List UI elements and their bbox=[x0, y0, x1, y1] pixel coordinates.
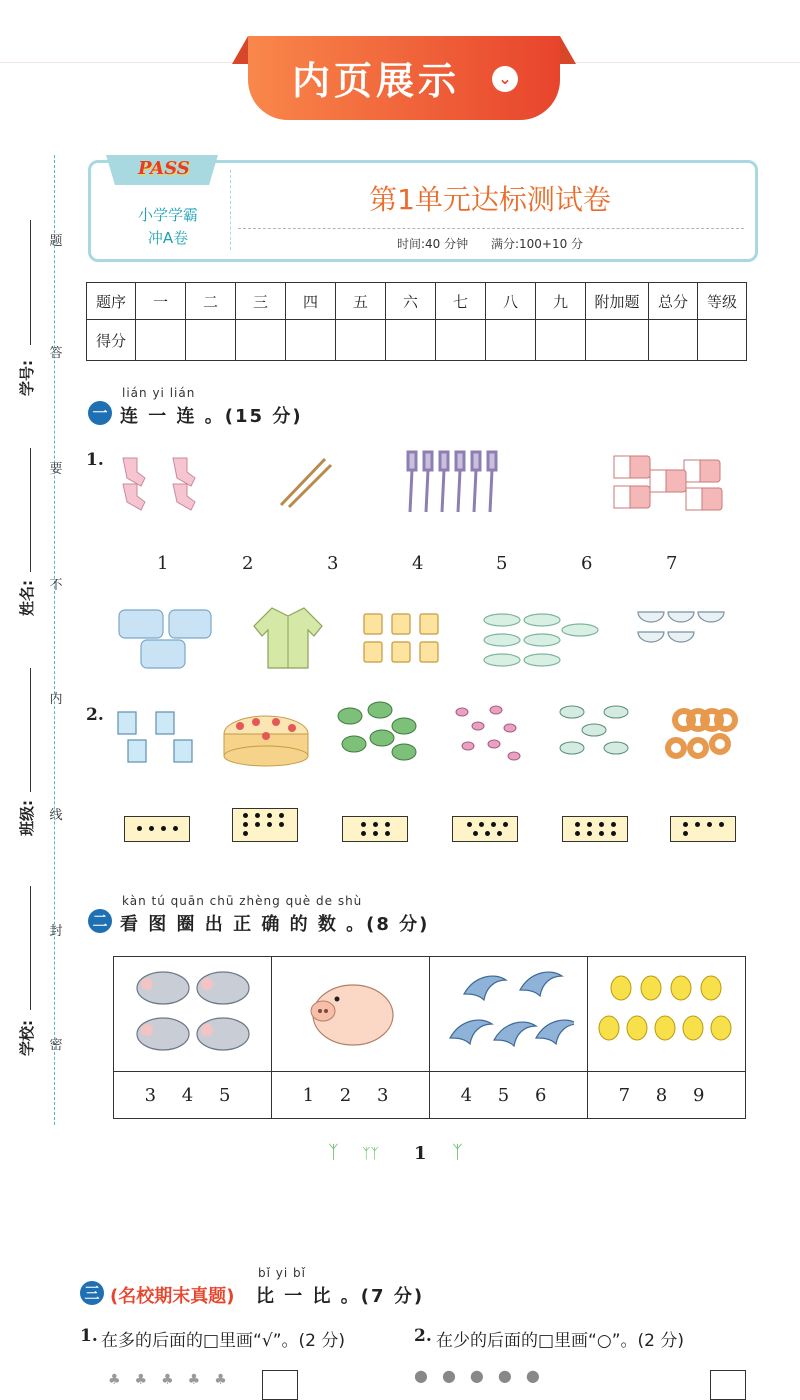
score-table bbox=[86, 282, 747, 361]
chicks-cell bbox=[588, 957, 746, 1072]
dot-card-8 bbox=[562, 816, 628, 842]
banner-ear-right bbox=[560, 36, 576, 64]
sprout-icon: ᛉ bbox=[328, 1142, 339, 1163]
pig-icon bbox=[301, 969, 401, 1055]
dolphins-cell bbox=[430, 957, 588, 1072]
brand-line2: 冲A卷 bbox=[147, 229, 189, 247]
score-row-header: 题序 bbox=[87, 283, 136, 320]
score-col: 三 bbox=[236, 283, 286, 320]
score-cell[interactable] bbox=[136, 320, 186, 361]
score-cell[interactable] bbox=[436, 320, 486, 361]
match-number: 7 bbox=[666, 553, 678, 574]
score-col: 八 bbox=[486, 283, 536, 320]
q2-label: 2. bbox=[86, 705, 104, 725]
section2-marker: 二 bbox=[88, 909, 112, 933]
dot-card-4 bbox=[124, 816, 190, 842]
seal-char: 不 bbox=[49, 578, 63, 593]
match-number: 1 bbox=[157, 553, 169, 574]
name-label: 姓名: bbox=[18, 580, 36, 616]
seal-char: 要 bbox=[49, 462, 63, 477]
score-cell[interactable] bbox=[698, 320, 747, 361]
score-cell[interactable] bbox=[286, 320, 336, 361]
bowls-icon bbox=[634, 606, 729, 652]
header-divider bbox=[230, 170, 231, 250]
banner-ear-left bbox=[232, 36, 248, 64]
choices-row bbox=[114, 1072, 746, 1119]
paper-meta: 时间:40 分钟 满分:100+10 分 bbox=[396, 237, 584, 251]
section1-pinyin: lián yi lián bbox=[122, 386, 196, 400]
bunnies-icon: ♣♣♣♣♣ bbox=[108, 1372, 241, 1388]
score-cell[interactable] bbox=[336, 320, 386, 361]
title-dash bbox=[238, 228, 744, 229]
cake-icon bbox=[220, 700, 314, 770]
score-col: 六 bbox=[386, 283, 436, 320]
score-cell[interactable] bbox=[649, 320, 698, 361]
match-number: 3 bbox=[327, 553, 339, 574]
choice-cell[interactable]: 1 2 3 bbox=[272, 1072, 430, 1119]
sprout-icon: ᛉ bbox=[452, 1142, 463, 1163]
seal-char: 线 bbox=[49, 808, 63, 823]
dot-card-5 bbox=[670, 816, 736, 842]
section2-title: 看 图 圈 出 正 确 的 数 。(8 分) bbox=[120, 914, 430, 935]
sub1-label: 1. bbox=[80, 1326, 98, 1346]
score-col: 一 bbox=[136, 283, 186, 320]
chevron-down-icon[interactable]: ⌄ bbox=[492, 66, 518, 92]
score-cell[interactable] bbox=[486, 320, 536, 361]
pandas-icon: ●●●●● bbox=[414, 1366, 554, 1385]
score-cell[interactable] bbox=[386, 320, 436, 361]
sprout-icon: ᛉᛉ bbox=[362, 1146, 379, 1162]
page-number: 1 bbox=[414, 1143, 427, 1164]
chopsticks-icon bbox=[275, 455, 335, 510]
answer-box[interactable] bbox=[710, 1370, 746, 1400]
match-number: 2 bbox=[242, 553, 254, 574]
score-col: 总分 bbox=[649, 283, 698, 320]
section3-tag: (名校期末真题) bbox=[110, 1286, 235, 1307]
score-col: 附加题 bbox=[586, 283, 649, 320]
section3-pinyin: bǐ yi bǐ bbox=[258, 1266, 306, 1280]
name-line[interactable] bbox=[30, 448, 31, 572]
binding-dash-line bbox=[54, 155, 55, 1125]
elephants-icon bbox=[131, 964, 255, 1060]
teacups-icon bbox=[556, 700, 636, 762]
section2-pinyin: kàn tú quān chū zhèng què de shù bbox=[122, 894, 363, 908]
toothbrushes-icon bbox=[404, 450, 510, 514]
score-cell[interactable] bbox=[186, 320, 236, 361]
choice-cell[interactable]: 7 8 9 bbox=[588, 1072, 746, 1119]
turtles-icon bbox=[332, 698, 422, 764]
candies-icon bbox=[448, 700, 528, 766]
dot-card-6 bbox=[342, 816, 408, 842]
brand-logo: PASS bbox=[138, 158, 190, 179]
jacket-icon bbox=[250, 604, 326, 670]
section3-title: 比 一 比 。(7 分) bbox=[256, 1286, 425, 1307]
socks-icon bbox=[115, 452, 215, 512]
score-cell[interactable] bbox=[236, 320, 286, 361]
erasers-icon bbox=[610, 452, 730, 514]
pig-cell bbox=[272, 957, 430, 1072]
dot-card-7 bbox=[452, 816, 518, 842]
cups-icon bbox=[360, 610, 450, 668]
score-col: 七 bbox=[436, 283, 486, 320]
section1-marker: 一 bbox=[88, 401, 112, 425]
answer-box[interactable] bbox=[262, 1370, 298, 1400]
score-col: 二 bbox=[186, 283, 236, 320]
elephants-cell bbox=[114, 957, 272, 1072]
score-cell[interactable] bbox=[536, 320, 586, 361]
sub2-text: 在少的后面的□里画“○”。(2 分) bbox=[436, 1331, 684, 1351]
score-cell[interactable] bbox=[586, 320, 649, 361]
school-label: 学校: bbox=[18, 1020, 36, 1056]
student-id-label: 学号: bbox=[18, 360, 36, 396]
count-table bbox=[113, 956, 746, 1119]
choice-cell[interactable]: 3 4 5 bbox=[114, 1072, 272, 1119]
paper-title: 第1单元达标测试卷 bbox=[369, 183, 611, 216]
section1-title: 连 一 连 。(15 分) bbox=[120, 406, 303, 427]
class-line[interactable] bbox=[30, 668, 31, 792]
score-row-header: 得分 bbox=[87, 320, 136, 361]
banner-title: 内页展示 bbox=[292, 59, 461, 103]
sub2-label: 2. bbox=[414, 1326, 432, 1346]
student-id-line[interactable] bbox=[30, 220, 31, 345]
chicks-icon bbox=[597, 970, 737, 1054]
seal-char: 答 bbox=[49, 346, 63, 361]
pictures-row bbox=[114, 957, 746, 1072]
class-label: 班级: bbox=[18, 800, 36, 836]
brand-name bbox=[112, 204, 224, 250]
pillows-icon bbox=[115, 606, 215, 670]
q1-label: 1. bbox=[86, 450, 104, 470]
score-col: 五 bbox=[336, 283, 386, 320]
match-number: 5 bbox=[496, 553, 508, 574]
dolphins-icon bbox=[444, 964, 574, 1060]
seal-char: 内 bbox=[49, 692, 63, 707]
school-line[interactable] bbox=[30, 886, 31, 1010]
match-number: 6 bbox=[581, 553, 593, 574]
seal-char: 封 bbox=[49, 924, 63, 939]
seal-char: 密 bbox=[49, 1038, 63, 1053]
score-col: 九 bbox=[536, 283, 586, 320]
sub1-text: 在多的后面的□里画“√”。(2 分) bbox=[101, 1331, 345, 1351]
choice-cell[interactable]: 4 5 6 bbox=[430, 1072, 588, 1119]
donuts-icon bbox=[662, 700, 748, 764]
score-value-row bbox=[87, 320, 747, 361]
brand-line1: 小学学霸 bbox=[137, 206, 198, 224]
dot-card-9 bbox=[232, 808, 298, 842]
match-number: 4 bbox=[412, 553, 424, 574]
score-header-row bbox=[87, 283, 747, 320]
plates-icon bbox=[482, 610, 602, 668]
score-col: 等级 bbox=[698, 283, 747, 320]
glasses-of-water-icon bbox=[114, 700, 196, 766]
score-col: 四 bbox=[286, 283, 336, 320]
seal-char: 题 bbox=[49, 234, 63, 249]
section3-marker: 三 bbox=[80, 1281, 104, 1305]
